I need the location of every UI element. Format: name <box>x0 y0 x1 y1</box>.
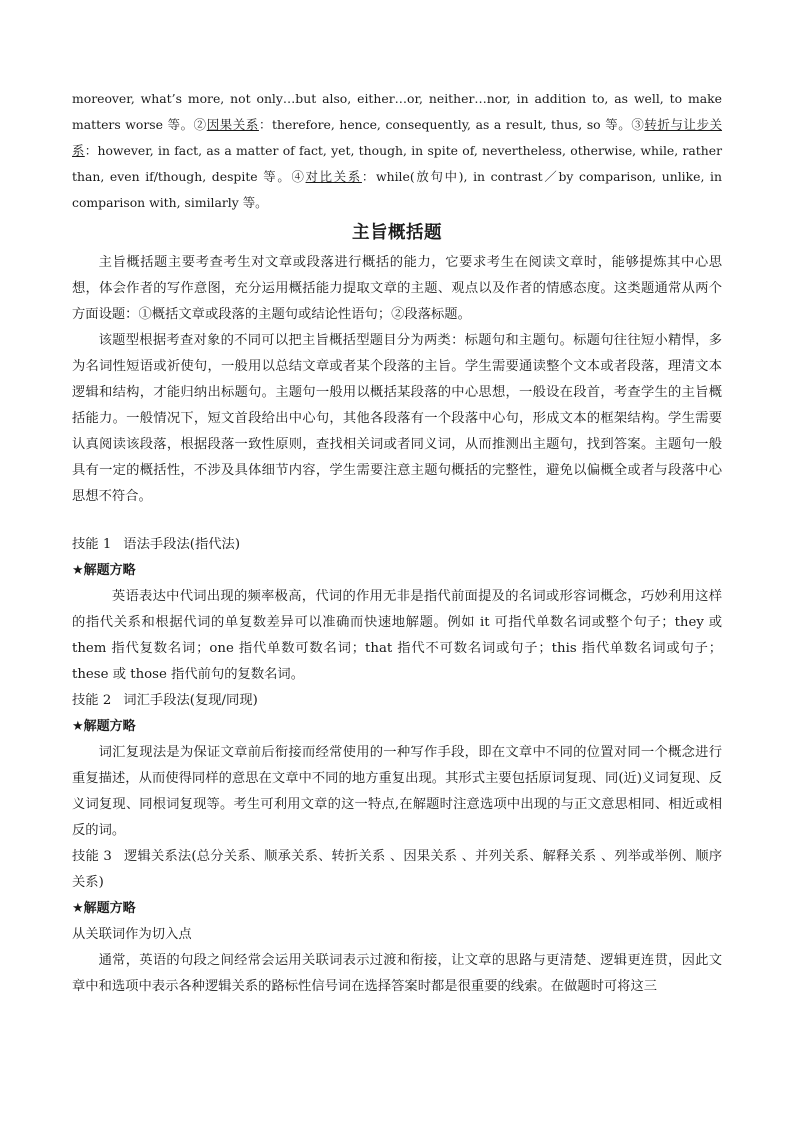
skill-1-tip-label: ★解题方略 <box>72 563 136 578</box>
skill-name: 语法手段法(指代法) <box>123 537 241 552</box>
skill-name: 逻辑关系法(总分关系、顺承关系、转折关系 、因果关系 、并列关系、解释关系 、列举或举例、顺序关系) <box>72 849 722 890</box>
connector-text-3: ：however, in fact, as a matter of fact, yet, though, in spite of, nevertheless, otherwise, while, rather than, even if/though, despite 等。④ <box>72 143 722 184</box>
spacer <box>72 510 722 532</box>
skill-name: 词汇手段法(复现/同现) <box>123 693 258 708</box>
section-title: 主旨概括题 <box>352 223 442 243</box>
skill-number: 技能 1 <box>72 537 112 552</box>
skill-number: 技能 3 <box>72 849 112 864</box>
connector-text-1: moreover, what’s more, not only…but also, either…or, neither…nor, in addition to, as well, to make matters worse 等。② <box>72 91 722 132</box>
skill-2-tip-label: ★解题方略 <box>72 719 136 734</box>
connector-text-2: ：therefore, hence, consequently, as a result, thus, so 等。③ <box>258 117 645 132</box>
skill-3-text: 通常，英语的句段之间经常会运用关联词表示过渡和衔接，让文章的思路与更清楚、逻辑更连贯，因此文章中和选项中表示各种逻辑关系的路标性信号词在选择答案时都是很重要的线索。在做题时可将这三 <box>72 953 722 994</box>
skill-number: 技能 2 <box>72 693 112 708</box>
skill-3-heading <box>72 844 722 896</box>
skill-1-text: 英语表达中代词出现的频率极高，代词的作用无非是指代前面提及的名词或形容词概念，巧妙利用这样的指代关系和根据代词的单复数差异可以准确而快速地解题。例如 it 可指代单数名词或整个句子；they 或 them 指代复数名词；one 指代单数可数名词；that 指代不可数名词或句子；this 指代单数名词或句子；these 或 those 指代前句的复数名词。 <box>72 589 722 682</box>
contrast-link: 对比关系 <box>305 169 362 184</box>
intro-paragraph-2: 该题型根据考查对象的不同可以把主旨概括型题目分为两类：标题句和主题句。标题句往往短小精悍，多为名词性短语或祈使句，一般用以总结文章或者某个段落的主旨。学生需要通读整个文本或者段落，理清文本逻辑和结构，才能归纳出标题句。主题句一般用以概括某段落的中心思想，一般设在段首，考查学生的主旨概括能力。一般情况下，短文首段给出中心句，其他各段落有一个段落中心句，形成文本的框架结构。学生需要认真阅读该段落，根据段落一致性原则，查找相关词或者同义词，从而推测出主题句，找到答案。主题句一般具有一定的概括性，不涉及具体细节内容，学生需要注意主题句概括的完整性，避免以偏概全或者与段落中心思想不符合。 <box>72 333 722 504</box>
connector-text-4: ：while(放句中), in contrast／by comparison, unlike, in comparison with, similarly 等。 <box>72 169 723 210</box>
skill-3-subheading: 从关联词作为切入点 <box>72 927 192 942</box>
connector-list-paragraph <box>72 86 722 216</box>
skill-2-heading <box>72 688 722 714</box>
concession-link: 转折与让步关系 <box>72 117 723 158</box>
skill-3-tip-label: ★解题方略 <box>72 901 136 916</box>
intro-paragraph-1: 主旨概括题主要考查考生对文章或段落进行概括的能力，它要求考生在阅读文章时，能够提炼其中心思想，体会作者的写作意图，充分运用概括能力提取文章的主题、观点以及作者的情感态度。这类题通常从两个方面设题：①概括文章或段落的主题句或结论性语句；②段落标题。 <box>72 255 722 322</box>
skill-1-heading <box>72 532 722 558</box>
document-page <box>72 86 722 1000</box>
cause-effect-link: 因果关系 <box>206 117 259 132</box>
skill-2-text: 词汇复现法是为保证文章前后衔接而经常使用的一种写作手段，即在文章中不同的位置对同一个概念进行重复描述，从而使得同样的意思在文章中不同的地方重复出现。其形式主要包括原词复现、同(近)义词复现、反义词复现、同根词复现等。考生可利用文章的这一特点,在解题时注意选项中出现的与正文意思相同、相近或相反的词。 <box>72 745 722 838</box>
